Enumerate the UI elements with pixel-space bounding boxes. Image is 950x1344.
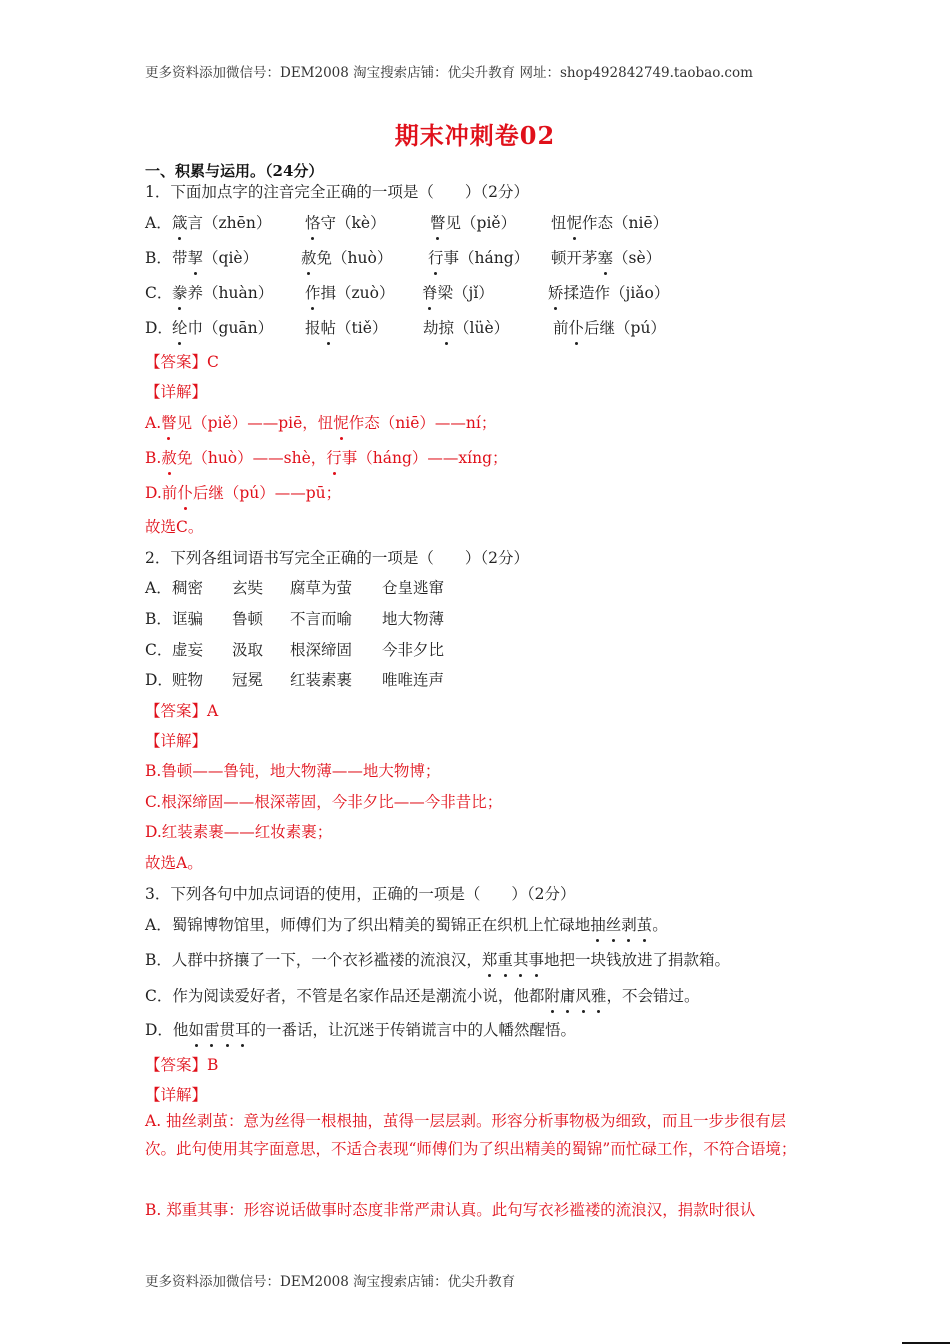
page-header: 更多资料添加微信号：DEM2008 淘宝搜索店铺：优尖升教育 网址：shop492842749.taobao.com: [145, 65, 753, 81]
dotted-char: 行: [326, 446, 342, 468]
option-item: [172, 211, 271, 233]
dotted-char: 纶: [172, 316, 188, 338]
explain-text: 免（huò）——shè，: [176, 449, 327, 467]
dotted-char: 豢: [172, 281, 188, 303]
item-text: （sè）: [613, 249, 662, 267]
dotted-char: 贯: [219, 1018, 235, 1040]
dotted-char: 矫: [548, 281, 564, 303]
dotted-char: 帖: [321, 316, 337, 338]
item-text: 作态（niē）: [582, 214, 669, 232]
word: 仓皇逃窜: [382, 579, 445, 597]
page-footer: 更多资料添加微信号：DEM2008 淘宝搜索店铺：优尖升教育: [145, 1274, 516, 1290]
dotted-phrase: [188, 1021, 250, 1039]
word: 今非夕比: [382, 641, 445, 659]
option-label: C．: [145, 641, 173, 659]
dotted-phrase: [544, 987, 606, 1005]
option-text: 地把一块钱放进了捐款箱。: [543, 951, 730, 969]
option-text: ，不会错过。: [606, 987, 700, 1005]
dotted-char: 附: [544, 984, 560, 1006]
item-text: （lüè）: [454, 319, 510, 337]
dotted-char: 赦: [301, 246, 317, 268]
q1-explain-b: [145, 446, 508, 468]
option-item: [423, 316, 509, 338]
q3-option-b: [145, 948, 730, 970]
item-text: 事（háng）: [443, 249, 530, 267]
word: 红装素裹: [290, 671, 353, 689]
option-label: A．: [145, 214, 172, 232]
item-text: （qiè）: [203, 249, 259, 267]
option-item: [305, 281, 395, 303]
item-text: 养（huàn）: [187, 284, 274, 302]
page-title: 期末冲刺卷02: [394, 121, 556, 150]
q2-conclusion: 故选A。: [145, 854, 203, 872]
dotted-char: 郑: [482, 948, 498, 970]
q2-explain-c: C.根深缔固——根深蒂固，今非夕比——今非昔比；: [145, 793, 503, 811]
q3-option-c: [145, 984, 699, 1006]
option-text: C．作为阅读爱好者，不管是名家作品还是潮流小说，他都: [145, 987, 545, 1005]
dotted-char: 掠: [439, 316, 455, 338]
explain-text: A.: [145, 414, 162, 432]
item-text: （tiě）: [336, 319, 388, 337]
item-text: 揖（zuò）: [320, 284, 395, 302]
dotted-char: 剥: [621, 913, 637, 935]
item-text: 劫: [423, 319, 439, 337]
option-label: D．: [145, 319, 173, 337]
option-label: A．: [145, 579, 172, 597]
q1-conclusion: 故选C。: [145, 518, 204, 536]
dotted-char: 恪: [305, 211, 321, 233]
dotted-char: 庸: [560, 984, 576, 1006]
word: 腐草为萤: [290, 579, 353, 597]
dotted-char: 风: [575, 984, 591, 1006]
word: 不言而喻: [290, 610, 353, 628]
dotted-char: 耳: [235, 1018, 251, 1040]
q1-option-d: [145, 316, 666, 338]
dotted-char: 怩: [567, 211, 583, 233]
option-label: C．: [145, 284, 173, 302]
word: 虚妄: [172, 641, 204, 659]
question-1-stem: 1．下面加点字的注音完全正确的一项是（ ）（2分）: [145, 183, 529, 201]
item-text: 免（huò）: [316, 249, 393, 267]
q3-explain-a: A. 抽丝剥茧：意为丝得一根根抽，茧得一层层剥。形容分析事物极为细致，而且一步步很有层次。此句使用其字面意思，不适合表现“师傅们为了织出精美的蜀锦”而忙碌工作，不符合语境；: [145, 1112, 797, 1158]
q2-explain-b: B.鲁顿——鲁钝，地大物薄——地大物博；: [145, 762, 441, 780]
dotted-char: 抽: [590, 913, 606, 935]
q2-explain-d: D.红装素裹——红妆素裹；: [145, 823, 333, 841]
word: 诓骗: [172, 610, 204, 628]
dotted-char: 重: [497, 948, 513, 970]
option-item: [172, 316, 273, 338]
option-label: B．: [145, 249, 172, 267]
item-text: 忸: [551, 214, 567, 232]
option-item: [172, 281, 273, 303]
explain-text: 后继（pú）——pū；: [192, 484, 342, 502]
q2-option-b: [145, 607, 445, 629]
dotted-char: 脊: [422, 281, 438, 303]
option-text: B．人群中挤攘了一下，一个衣衫褴褛的流浪汉，: [145, 951, 482, 969]
option-text: D．他: [145, 1021, 189, 1039]
item-text: 梁（jǐ）: [437, 284, 494, 302]
word: 冠冕: [232, 671, 264, 689]
dotted-char: 丝: [606, 913, 622, 935]
item-text: 报: [305, 319, 321, 337]
item-text: 守（kè）: [320, 214, 386, 232]
word: 唯唯连声: [382, 671, 445, 689]
q3-detail-heading: 【详解】: [145, 1086, 208, 1104]
item-text: 言（zhēn）: [187, 214, 272, 232]
dotted-char: 雷: [204, 1018, 220, 1040]
word: 鲁顿: [232, 610, 264, 628]
q1-explain-a: [145, 411, 496, 433]
word: 稠密: [172, 579, 204, 597]
word: 赃物: [172, 671, 204, 689]
question-2-stem: 2．下列各组词语书写完全正确的一项是（ ）（2分）: [145, 549, 529, 567]
option-item: [301, 246, 392, 268]
dotted-char: 挈: [188, 246, 204, 268]
dotted-char: 赦: [161, 446, 177, 468]
option-text: 的一番话，让沉迷于传销谎言中的人幡然醒悟。: [250, 1021, 577, 1039]
section-heading: 一、积累与运用。（24分）: [145, 162, 324, 180]
q1-explain-d: [145, 481, 341, 503]
dotted-phrase: [590, 916, 652, 934]
dotted-char: 仆: [177, 481, 193, 503]
item-text: 顿开茅: [551, 249, 598, 267]
option-item: [553, 316, 666, 338]
option-item: [422, 281, 494, 303]
explain-text: 事（háng）——xíng；: [341, 449, 508, 467]
q3-answer: 【答案】B: [145, 1056, 219, 1074]
option-label: B．: [145, 610, 172, 628]
word: 玄奘: [232, 579, 264, 597]
dotted-phrase: [482, 951, 544, 969]
item-text: 带: [172, 249, 188, 267]
word: 地大物薄: [382, 610, 445, 628]
q1-option-a: [145, 211, 669, 233]
option-item: [430, 211, 516, 233]
option-label: D．: [145, 671, 173, 689]
option-item: [548, 281, 669, 303]
dotted-char: 茧: [637, 913, 653, 935]
dotted-char: 怩: [333, 411, 349, 433]
explain-text: D.前: [145, 484, 178, 502]
item-text: 巾（guān）: [187, 319, 274, 337]
dotted-char: 如: [188, 1018, 204, 1040]
dotted-char: 雅: [591, 984, 607, 1006]
explain-text: 作态（niē）——ní；: [348, 414, 497, 432]
item-text: 见（piě）: [445, 214, 517, 232]
question-3-stem: 3．下列各句中加点词语的使用，正确的一项是（ ）（2分）: [145, 885, 576, 903]
dotted-char: 瞥: [161, 411, 177, 433]
dotted-char: 事: [528, 948, 544, 970]
q2-detail-heading: 【详解】: [145, 732, 208, 750]
dotted-char: 仆: [569, 316, 585, 338]
q3-option-a: [145, 913, 668, 935]
q1-detail-heading: 【详解】: [145, 383, 208, 401]
q3-option-d: [145, 1018, 576, 1040]
dotted-char: 作: [305, 281, 321, 303]
word: 根深缔固: [290, 641, 353, 659]
dotted-char: 瞥: [430, 211, 446, 233]
dotted-char: 箴: [172, 211, 188, 233]
option-item: [428, 246, 529, 268]
q1-answer: 【答案】C: [145, 353, 219, 371]
q2-answer: 【答案】A: [145, 702, 219, 720]
dotted-char: 其: [513, 948, 529, 970]
q1-option-b: [145, 246, 662, 268]
option-item: [305, 211, 386, 233]
explain-text: B.: [145, 449, 162, 467]
q2-option-c: [145, 638, 445, 660]
dotted-char: 塞: [598, 246, 614, 268]
option-text: A．蜀锦博物馆里，师傅们为了织出精美的蜀锦正在织机上忙碌地: [145, 916, 591, 934]
word: 汲取: [232, 641, 264, 659]
option-item: [305, 316, 387, 338]
dotted-char: 行: [428, 246, 444, 268]
option-item: [551, 246, 661, 268]
explain-text: 见（piě）——piē，忸: [176, 414, 334, 432]
q3-explain-b: B. 郑重其事：形容说话做事时态度非常严肃认真。此句写衣衫褴褛的流浪汉，捐款时很认: [145, 1201, 756, 1219]
q2-option-a: [145, 576, 445, 598]
q1-option-c: [145, 281, 670, 303]
option-text: 。: [652, 916, 668, 934]
option-item: [172, 246, 258, 268]
option-item: [551, 211, 668, 233]
item-text: 前: [553, 319, 569, 337]
item-text: 揉造作（jiǎo）: [563, 284, 670, 302]
item-text: 后继（pú）: [584, 319, 666, 337]
q2-option-d: [145, 668, 445, 690]
